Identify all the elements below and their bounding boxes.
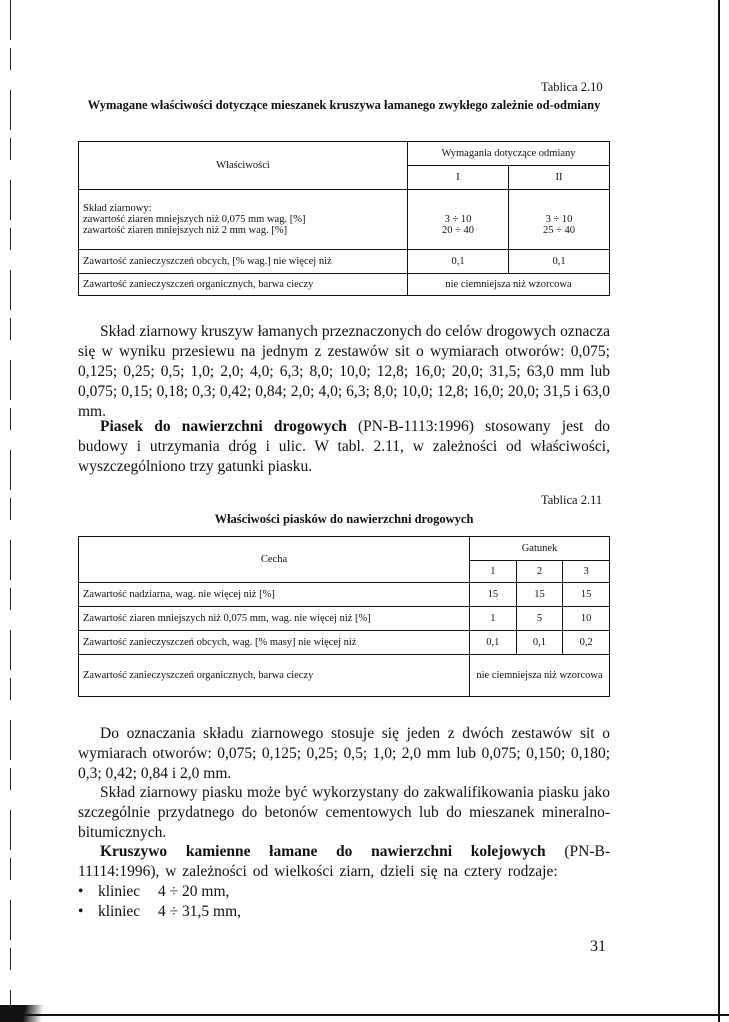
header-requirements: Wymagania dotyczące odmiany — [408, 142, 610, 166]
header-variant-1: I — [408, 166, 509, 190]
list-item: • kliniec 4 ÷ 31,5 mm, — [78, 903, 241, 920]
header-grade: Gatunek — [470, 537, 610, 561]
cell-value: 0,1 — [408, 250, 509, 274]
cell-value: 15 — [470, 583, 517, 607]
scan-corner-mark — [0, 1005, 60, 1022]
cell-value: 1 — [470, 607, 517, 631]
cell-value: 3 ÷ 10 25 ÷ 40 — [509, 190, 610, 250]
paragraph: Skład ziarnowy piasku może być wykorzystany do zakwalifikowania piasku jako szczególnie przydatnego do betonów cementowych lub do mieszanek mineralno-bitumicznych. — [78, 784, 610, 841]
header-property: Właściwości — [79, 142, 408, 190]
cell-value: 0,1 — [509, 250, 610, 274]
cell-value: 15 — [516, 583, 563, 607]
paragraph: Do oznaczania składu ziarnowego stosuje się jeden z dwóch zestawów sit o wymiarach otworów: 0,075; 0,125; 0,25; 0,5; 1,0; 2,0 mm lub 0,075; 0,150; 0,180; 0,3; 0,42; 0,84 i 2,0 mm. — [78, 725, 610, 782]
scan-edge-bottom — [0, 1014, 729, 1016]
cell-value: 0,1 — [470, 631, 517, 655]
cell-value: 0,1 — [516, 631, 563, 655]
row-oversize: Zawartość nadziarna, wag. nie więcej niż [%] — [79, 583, 470, 607]
cell-value: nie ciemniejsza niż wzorcowa — [408, 274, 610, 296]
row-organic-impurities: Zawartość zanieczyszczeń organicznych, barwa cieczy — [79, 655, 470, 697]
table-title: Wymagane właściwości dotyczące mieszanek kruszywa łamanego zwykłego zależnie od-odmiany — [87, 98, 601, 112]
page-number: 31 — [590, 938, 606, 955]
row-fines: Zawartość ziaren mniejszych niż 0,075 mm, wag. nie więcej niż [%] — [79, 607, 470, 631]
requirements-table — [78, 141, 610, 296]
header-feature: Cecha — [79, 537, 470, 583]
cell-value: nie ciemniejsza niż wzorcowa — [470, 655, 610, 697]
paragraph: Kruszywo kamienne łamane do nawierzchni kolejowych (PN-B-11114:1996), w zależności od wielkości ziarn, dzieli się na cztery rodzaje: — [78, 843, 611, 880]
header-grade-1: 1 — [470, 561, 517, 583]
row-foreign-impurities: Zawartość zanieczyszczeń obcych, [% wag.] nie więcej niż — [79, 250, 408, 274]
scan-edge-right — [718, 0, 720, 1022]
paragraph: Skład ziarnowy kruszyw łamanych przeznaczonych do celów drogowych oznacza się w wyniku przesiewu na jednym z zestawów sit o wymiarach otworów: 0,075; 0,125; 0,25; 0,5; 1,0; 2,0; 4,0; 6,3; 8,0; 10,0; 12,8; 16,0; 20,0; 31,5; 63,0 mm lub 0,075; 0,15; 0,18; 0,3; 0,42; 0,84; 2,0; 4,0; 6,3; 8,0; 10,0; 12,8; 16,0; 20,0; 31,5 i 63,0 mm. — [78, 323, 610, 420]
cell-value: 10 — [563, 607, 610, 631]
scan-edge-left — [10, 0, 11, 1010]
row-grain-composition: Skład ziarnowy: zawartość ziaren mniejszych niż 0,075 mm wag. [%] zawartość ziaren mniejszych niż 2 mm wag. [%] — [79, 190, 408, 250]
row-organic-impurities: Zawartość zanieczyszczeń organicznych, barwa cieczy — [79, 274, 408, 296]
cell-value: 15 — [563, 583, 610, 607]
list-item: • kliniec 4 ÷ 20 mm, — [78, 883, 230, 900]
header-variant-2: II — [509, 166, 610, 190]
table-title: Właściwości piasków do nawierzchni drogowych — [214, 512, 474, 526]
sand-properties-table — [78, 536, 610, 697]
header-grade-3: 3 — [563, 561, 610, 583]
paragraph: Piasek do nawierzchni drogowych (PN-B-1113:1996) stosowany jest do budowy i utrzymania dróg i ulic. W tabl. 2.11, w zależności od właściwości, wyszczególniono trzy gatunki piasku. — [78, 418, 610, 475]
table-number: Tablica 2.10 — [541, 80, 603, 94]
row-foreign-impurities: Zawartość zanieczyszczeń obcych, wag. [% masy] nie więcej niż — [79, 631, 470, 655]
cell-value: 3 ÷ 10 20 ÷ 40 — [408, 190, 509, 250]
table-number: Tablica 2.11 — [541, 493, 603, 507]
cell-value: 5 — [516, 607, 563, 631]
cell-value: 0,2 — [563, 631, 610, 655]
header-grade-2: 2 — [516, 561, 563, 583]
